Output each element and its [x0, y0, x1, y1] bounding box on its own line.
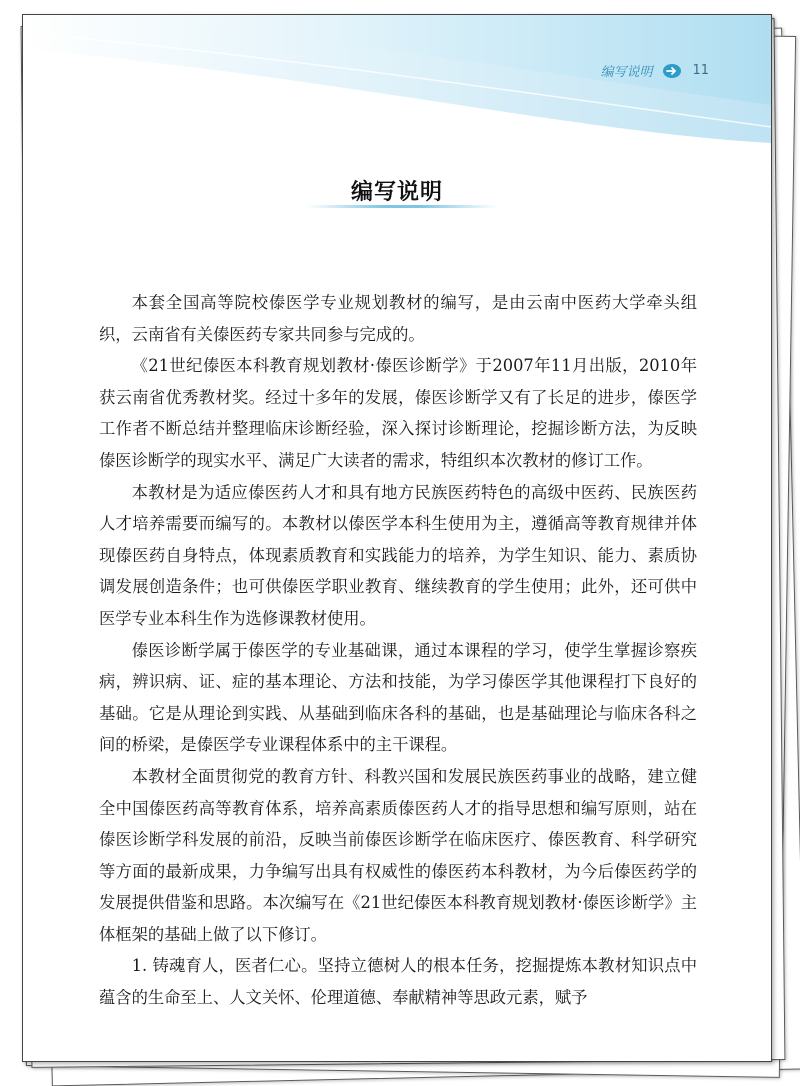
title-underline [307, 205, 497, 208]
page-title: 编写说明 [350, 180, 443, 205]
heading-block [23, 175, 771, 206]
paragraph: 傣医诊断学属于傣医学的专业基础课，通过本课程的学习，使学生掌握诊察疾病，辨识病、证、症的基本理论、方法和技能，为学习傣医学其他课程打下良好的基础。它是从理论到实践、从基础到临床各科的基础，也是基础理论与临床各科之间的桥梁，是傣医学专业课程体系中的主干课程。 [99, 640, 697, 755]
paragraph: 1. 铸魂育人，医者仁心。坚持立德树人的根本任务，挖掘提炼本教材知识点中蕴含的生命至上、人文关怀、伦理道德、奉献精神等思政元素，赋予 [99, 956, 697, 1008]
body-text [99, 287, 697, 1014]
arrow-circle-icon [662, 63, 682, 79]
running-head [600, 61, 709, 80]
paragraph: 本教材是为适应傣医药人才和具有地方民族医药特色的高级中医药、民族医药人才培养需要而编写的。本教材以傣医学本科生使用为主，遵循高等教育规律并体现傣医药自身特点，体现素质教育和实践能力的培养，为学生知识、能力、素质协调发展创造条件；也可供傣医学职业教育、继续教育的学生使用；此外，还可供中医学专业本科生作为选修课教材使用。 [99, 482, 697, 628]
running-head-title: 编写说明 [600, 65, 653, 80]
paragraph: 本教材全面贯彻党的教育方针、科教兴国和发展民族医药事业的战略，建立健全中国傣医药高等教育体系，培养高素质傣医药人才的指导思想和编写原则，站在傣医诊断学科发展的前沿，反映当前傣医诊断学在临床医疗、傣医教育、科学研究等方面的最新成果，力争编写出具有权威性的傣医药本科教材，为今后傣医药学的发展提供借鉴和思路。本次编写在《21世纪傣医本科教育规划教材·傣医诊断学》主体框架的基础上做了以下修订。 [99, 766, 697, 944]
header-banner [23, 15, 771, 145]
paragraph: 本套全国高等院校傣医学专业规划教材的编写，是由云南中医药大学牵头组织，云南省有关傣医药专家共同参与完成的。 [99, 293, 697, 344]
page-number: 11 [692, 63, 709, 78]
book-page [22, 14, 772, 1062]
paragraph: 《21世纪傣医本科教育规划教材·傣医诊断学》于2007年11月出版，2010年获云南省优秀教材奖。经过十多年的发展，傣医诊断学又有了长足的进步，傣医学工作者不断总结并整理临床诊断经验，深入探讨诊断理论，挖掘诊断方法，为反映傣医诊断学的现实水平、满足广大读者的需求，特组织本次教材的修订工作。 [99, 356, 697, 470]
